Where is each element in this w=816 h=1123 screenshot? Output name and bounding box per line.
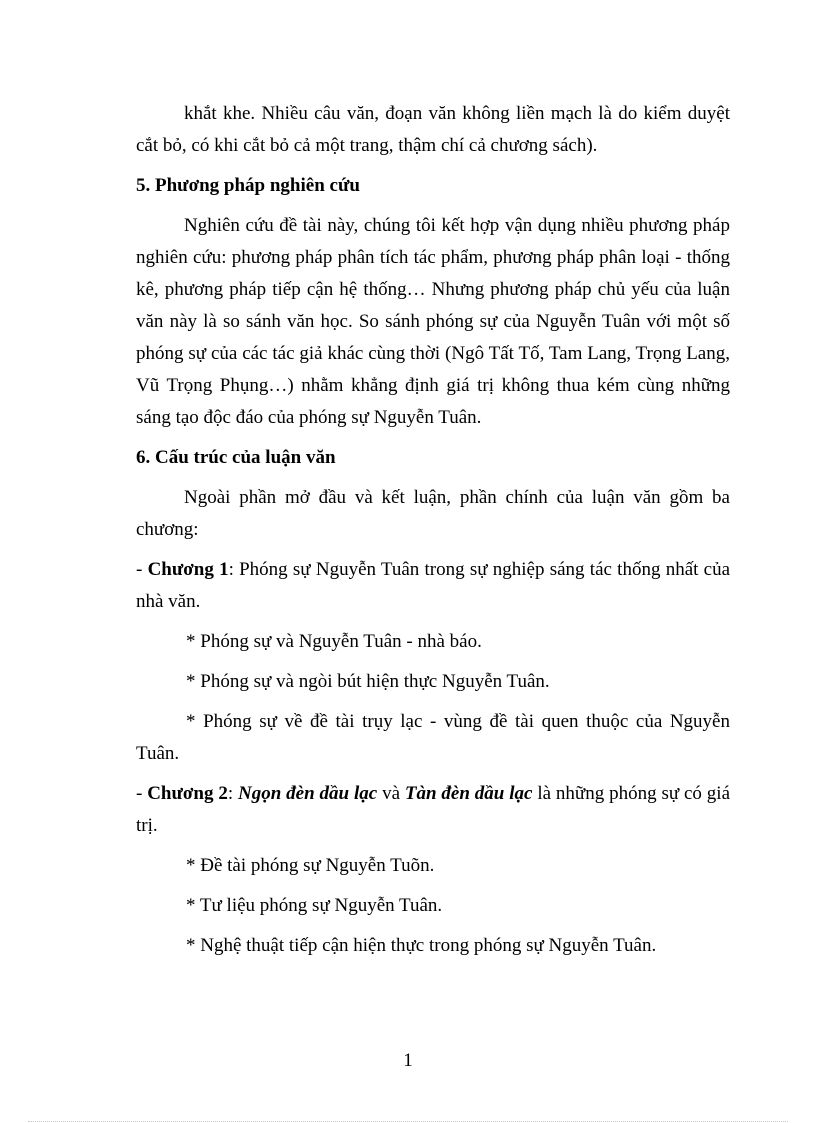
chapter-1-text: : Phóng sự Nguyễn Tuân trong sự nghiệp sáng tác thống nhất của nhà văn.	[136, 559, 731, 612]
chapter-1-label: Chương 1	[147, 559, 229, 580]
paragraph-structure-intro: Ngoài phần mở đầu và kết luận, phần chính của luận văn gồm ba chương:	[136, 487, 730, 540]
chapter-2-entry	[136, 778, 730, 842]
chapter-2-colon: :	[227, 783, 239, 804]
chapter-2-text: là những phóng sự có giá trị.	[136, 783, 731, 836]
chapter-1-item: * Phóng sự về đề tài trụy lạc - vùng đề tài quen thuộc của Nguyễn Tuân.	[136, 711, 730, 764]
chapter-2-label: Chương 2	[147, 783, 228, 804]
page-bottom-divider	[28, 1121, 788, 1122]
page-body	[136, 98, 730, 970]
heading-thesis-structure: 6. Cấu trúc của luận văn	[136, 447, 336, 468]
chapter-2-item: * Nghệ thuật tiếp cận hiện thực trong phóng sự Nguyễn Tuân.	[186, 935, 657, 956]
chapter-2-item: * Tư liệu phóng sự Nguyễn Tuân.	[186, 895, 443, 916]
chapter-1-entry	[136, 554, 730, 618]
chapter-2-dash: -	[136, 783, 148, 804]
work-title-tan-den-dau-lac: Tàn đèn dầu lạc	[404, 783, 533, 804]
chapter-1-item: * Phóng sự và Nguyễn Tuân - nhà báo.	[186, 631, 482, 652]
page-number: 1	[403, 1050, 413, 1071]
paragraph-research-methods: Nghiên cứu đề tài này, chúng tôi kết hợp vận dụng nhiều phương pháp nghiên cứu: phương pháp phân tích tác phẩm, phương pháp phân loại - thống kê, phương pháp tiếp cận hệ thống… Nhưng phương pháp chủ yếu của luận văn này là so sánh văn học. So sánh phóng sự của Nguyễn Tuân với một số phóng sự của các tác giả khác cùng thời (Ngô Tất Tố, Tam Lang, Trọng Lang, Vũ Trọng Phụng…) nhằm khẳng định giá trị không thua kém cùng những sáng tạo độc đáo của phóng sự Nguyễn Tuân.	[136, 215, 730, 428]
work-title-ngon-den-dau-lac: Ngọn đèn dầu lạc	[238, 783, 378, 804]
chapter-2-item: * Đề tài phóng sự Nguyễn Tuõn.	[186, 855, 435, 876]
chapter-1-item: * Phóng sự và ngòi bút hiện thực Nguyễn Tuân.	[186, 671, 550, 692]
chapter-2-conjunction: và	[377, 783, 405, 804]
heading-research-methods: 5. Phương pháp nghiên cứu	[136, 175, 360, 196]
paragraph-censorship: khắt khe. Nhiều câu văn, đoạn văn không liền mạch là do kiểm duyệt cắt bỏ, có khi cắt bỏ cả một trang, thậm chí cả chương sách).	[136, 103, 730, 156]
chapter-1-dash: -	[136, 559, 148, 580]
